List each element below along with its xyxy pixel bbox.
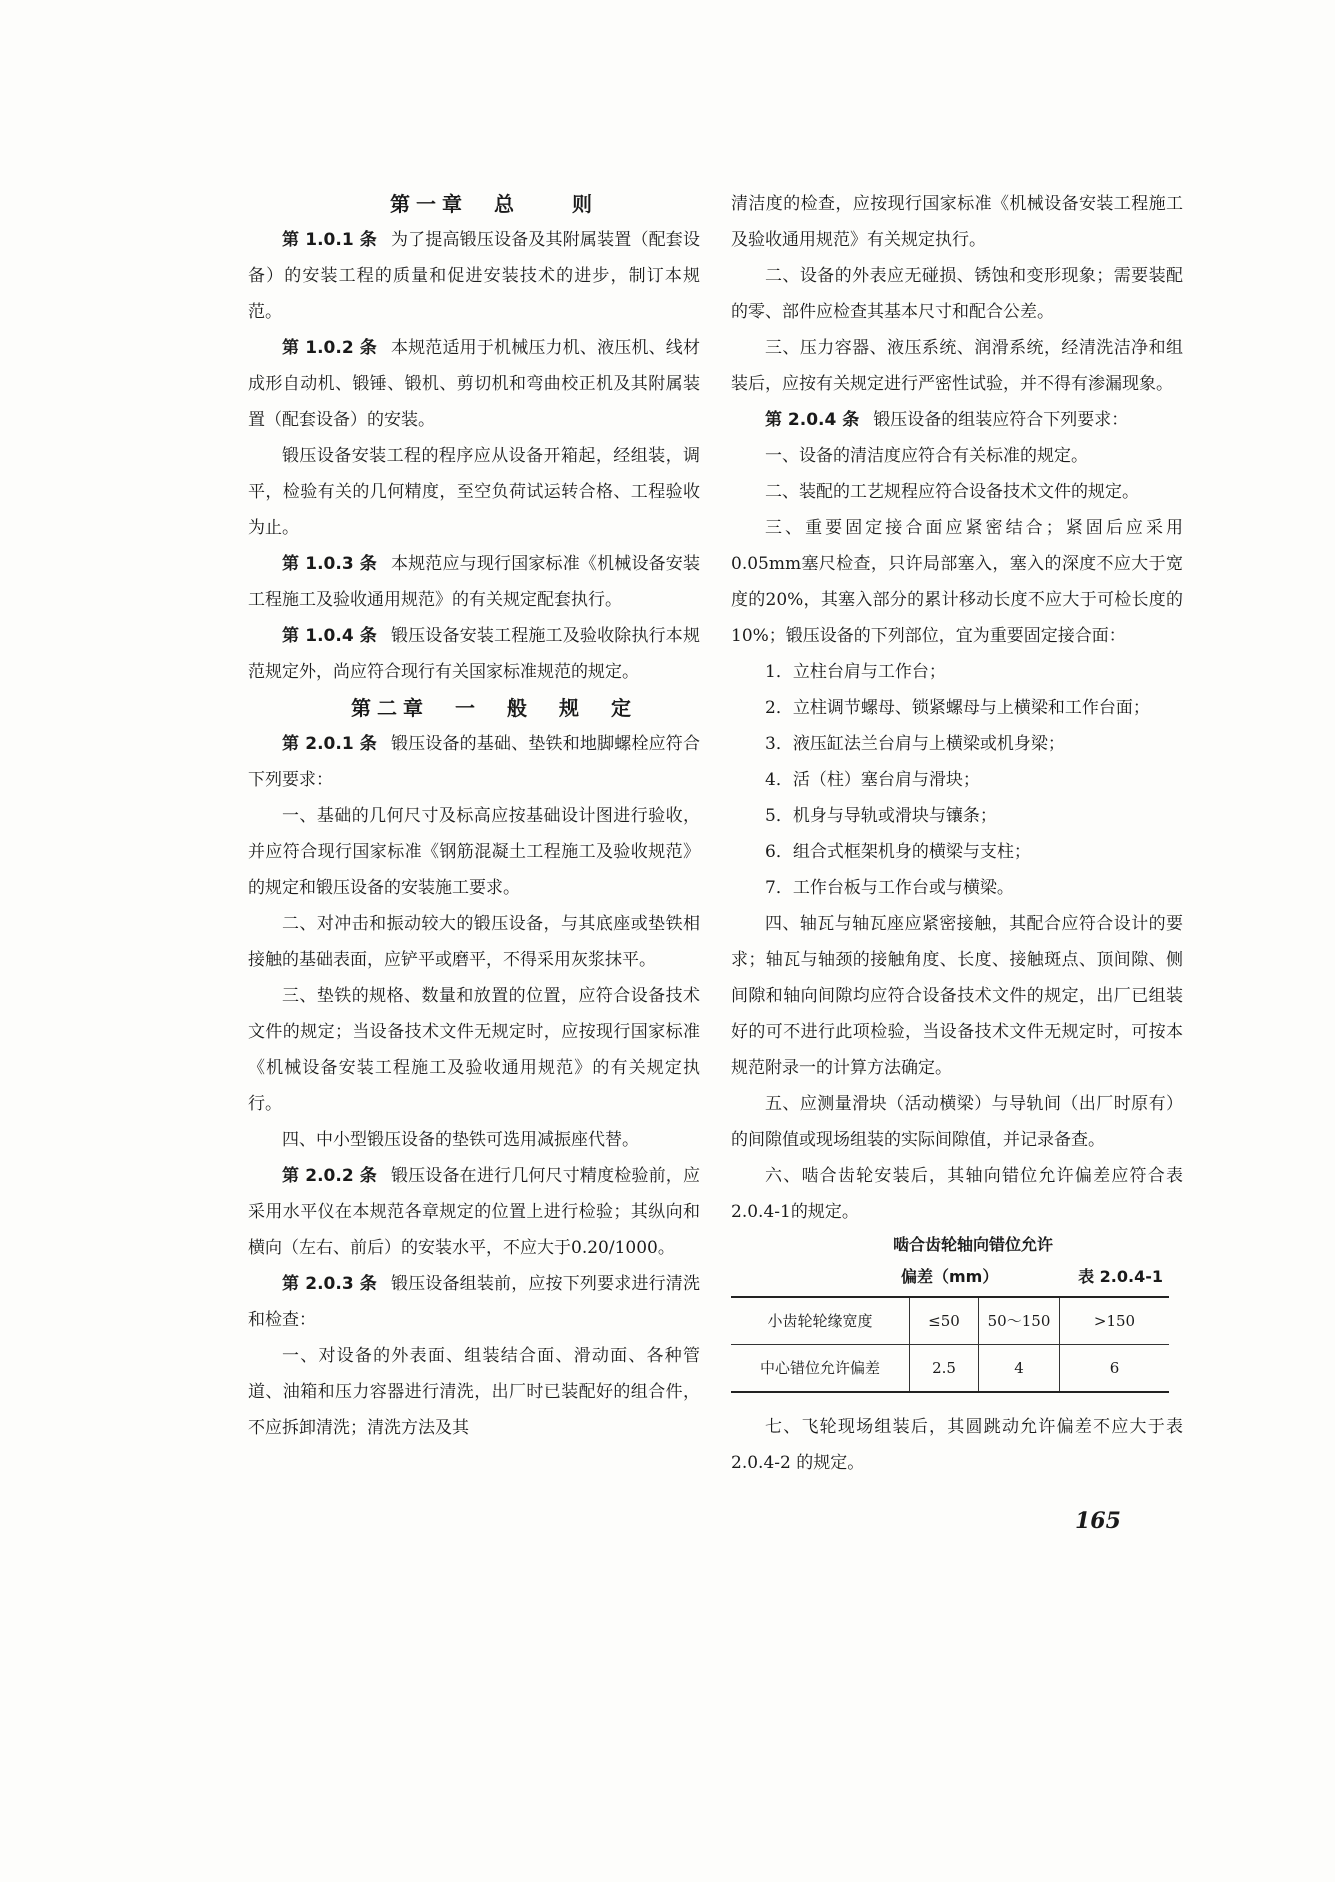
table-caption-line-2: [731, 1262, 1183, 1292]
article-number: 第 1.0.1 条: [282, 230, 377, 250]
article-2-0-2: [248, 1158, 700, 1266]
article-number: 第 2.0.4 条: [765, 410, 860, 430]
right-column: [731, 186, 1183, 1481]
article-text: 锻压设备的组装应符合下列要求：: [873, 410, 1129, 430]
table-cell: 6: [1060, 1345, 1170, 1393]
paragraph: 一、对设备的外表面、组装结合面、滑动面、各种管道、油箱和压力容器进行清洗，出厂时已装配好的组合件，不应拆卸清洗；清洗方法及其: [248, 1346, 700, 1438]
list-item: 3．液压缸法兰台肩与上横梁或机身梁；: [765, 734, 1065, 754]
article-2-0-3: [248, 1266, 700, 1338]
article-number: 第 2.0.2 条: [282, 1166, 377, 1186]
article-2-0-4: [731, 402, 1183, 438]
article-number: 第 1.0.4 条: [282, 626, 377, 646]
list-item: 6．组合式框架机身的横梁与支柱；: [765, 842, 1031, 862]
gear-misalignment-table: [731, 1296, 1169, 1393]
article-text: 锻压设备组装前，应按下列要求进行清洗和检查：: [248, 1274, 700, 1330]
table-row: [731, 1297, 1169, 1345]
table-cell: 小齿轮轮缘宽度: [731, 1297, 910, 1345]
table-cell: 50～150: [979, 1297, 1060, 1345]
paragraph: 七、飞轮现场组装后，其圆跳动允许偏差不应大于表 2.0.4-2 的规定。: [731, 1417, 1183, 1473]
table-row: [731, 1345, 1169, 1393]
article-text: 本规范应与现行国家标准《机械设备安装工程施工及验收通用规范》的有关规定配套执行。: [248, 554, 700, 610]
chapter-2-title: 第二章 一 般 规 定: [351, 696, 637, 720]
article-text: 为了提高锻压设备及其附属装置（配套设备）的安装工程的质量和促进安装技术的进步，制订本规范。: [248, 230, 700, 322]
list-item: 7．工作台板与工作台或与横梁。: [765, 878, 1014, 898]
article-1-0-3: [248, 546, 700, 618]
article-2-0-1: [248, 726, 700, 798]
list-item: 5．机身与导轨或滑块与镶条；: [765, 806, 997, 826]
article-number: 第 1.0.3 条: [282, 554, 377, 574]
article-1-0-2: [248, 330, 700, 438]
paragraph: 三、垫铁的规格、数量和放置的位置，应符合设备技术文件的规定；当设备技术文件无规定时，应按现行国家标准《机械设备安装工程施工及验收通用规范》的有关规定执行。: [248, 986, 700, 1114]
article-text: 锻压设备安装工程施工及验收除执行本规范规定外，尚应符合现行有关国家标准规范的规定。: [248, 626, 700, 682]
list-item: 2．立柱调节螺母、锁紧螺母与上横梁和工作台面；: [765, 698, 1150, 718]
article-number: 第 2.0.3 条: [282, 1274, 377, 1294]
paragraph: 二、装配的工艺规程应符合设备技术文件的规定。: [765, 482, 1139, 502]
table-number: 表 2.0.4-1: [1078, 1267, 1163, 1286]
article-1-0-1: [248, 222, 700, 330]
paragraph: 四、中小型锻压设备的垫铁可选用减振座代替。: [282, 1130, 639, 1150]
article-number: 第 2.0.1 条: [282, 734, 377, 754]
article-text: 锻压设备在进行几何尺寸精度检验前，应采用水平仪在本规范各章规定的位置上进行检验；其纵向和横向（左右、前后）的安装水平，不应大于0.20/1000。: [248, 1166, 700, 1258]
table-cell: 2.5: [910, 1345, 979, 1393]
table-cell: 4: [979, 1345, 1060, 1393]
paragraph: 一、设备的清洁度应符合有关标准的规定。: [765, 446, 1088, 466]
paragraph: 二、对冲击和振动较大的锻压设备，与其底座或垫铁相接触的基础表面，应铲平或磨平，不得采用灰浆抹平。: [248, 914, 700, 970]
paragraph: 四、轴瓦与轴瓦座应紧密接触，其配合应符合设计的要求；轴瓦与轴颈的接触角度、长度、接触斑点、顶间隙、侧间隙和轴向间隙均应符合设备技术文件的规定，出厂已组装好的可不进行此项检验，当设备技术文件无规定时，可按本规范附录一的计算方法确定。: [731, 914, 1183, 1078]
article-text: 本规范适用于机械压力机、液压机、线材成形自动机、锻锤、锻机、剪切机和弯曲校正机及其附属装置（配套设备）的安装。: [248, 338, 700, 430]
table-cell: 中心错位允许偏差: [731, 1345, 910, 1393]
paragraph: 三、压力容器、液压系统、润滑系统，经清洗洁净和组装后，应按有关规定进行严密性试验，并不得有渗漏现象。: [731, 338, 1183, 394]
table-cell: ≤50: [910, 1297, 979, 1345]
list-item: 4．活（柱）塞台肩与滑块；: [765, 770, 980, 790]
paragraph: 五、应测量滑块（活动横梁）与导轨间（出厂时原有）的间隙值或现场组装的实际间隙值，并记录备查。: [731, 1094, 1183, 1150]
article-1-0-4: [248, 618, 700, 690]
paragraph: 六、啮合齿轮安装后，其轴向错位允许偏差应符合表2.0.4-1的规定。: [731, 1166, 1183, 1222]
page-number: 165: [1075, 1508, 1121, 1534]
list-item: 1．立柱台肩与工作台；: [765, 662, 946, 682]
article-number: 第 1.0.2 条: [282, 338, 377, 358]
table-caption-unit: 偏差（mm）: [901, 1267, 999, 1286]
table-cell: >150: [1060, 1297, 1170, 1345]
paragraph: 锻压设备安装工程的程序应从设备开箱起，经组装，调平，检验有关的几何精度，至空负荷试运转合格、工程验收为止。: [248, 446, 700, 538]
paragraph: 三、重要固定接合面应紧密结合；紧固后应采用0.05mm塞尺检查，只许局部塞入，塞入的深度不应大于宽度的20%，其塞入部分的累计移动长度不应大于可检长度的10%；锻压设备的下列部位，宜为重要固定接合面：: [731, 518, 1183, 646]
left-column: [248, 186, 700, 1446]
table-caption: 啮合齿轮轴向错位允许: [892, 1235, 1053, 1254]
paragraph: 二、设备的外表应无碰损、锈蚀和变形现象；需要装配的零、部件应检查其基本尺寸和配合公差。: [731, 266, 1183, 322]
paragraph: 一、基础的几何尺寸及标高应按基础设计图进行验收，并应符合现行国家标准《钢筋混凝土工程施工及验收规范》的规定和锻压设备的安装施工要求。: [248, 806, 700, 898]
chapter-1-title: 第一章 总 则: [390, 192, 598, 216]
article-text: 锻压设备的基础、垫铁和地脚螺栓应符合下列要求：: [248, 734, 700, 790]
paragraph-continued: 清洁度的检查，应按现行国家标准《机械设备安装工程施工及验收通用规范》有关规定执行。: [731, 194, 1183, 250]
